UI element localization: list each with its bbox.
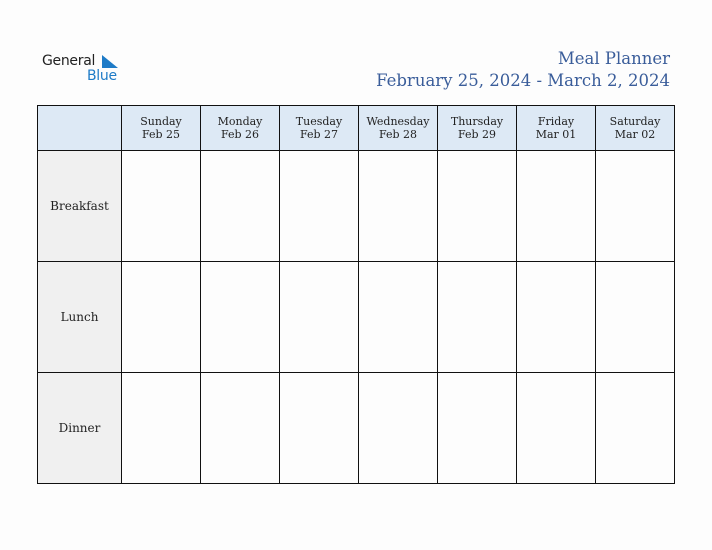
meal-cell[interactable] (122, 151, 201, 262)
day-date: Feb 28 (378, 128, 418, 141)
meal-planner-table (37, 105, 675, 484)
day-date: Feb 26 (220, 128, 260, 141)
logo-text-general: General (42, 53, 96, 69)
meal-cell[interactable] (438, 151, 517, 262)
day-header-tuesday (280, 106, 359, 151)
meal-cell[interactable] (280, 151, 359, 262)
day-name: Thursday (450, 115, 504, 128)
meal-cell[interactable] (359, 373, 438, 484)
date-range: February 25, 2024 - March 2, 2024 (376, 71, 670, 90)
day-date: Mar 01 (535, 128, 577, 141)
meal-cell[interactable] (596, 262, 675, 373)
day-header-wednesday (359, 106, 438, 151)
day-header-sunday (122, 106, 201, 151)
corner-cell (38, 106, 122, 151)
meal-cell[interactable] (201, 262, 280, 373)
day-header-monday (201, 106, 280, 151)
day-date: Feb 29 (457, 128, 497, 141)
day-name: Wednesday (366, 115, 430, 128)
meal-cell[interactable] (280, 262, 359, 373)
meal-row-breakfast (38, 151, 675, 262)
day-date: Feb 25 (141, 128, 181, 141)
day-header-saturday (596, 106, 675, 151)
day-name: Monday (217, 115, 263, 128)
meal-cell[interactable] (438, 262, 517, 373)
meal-label-breakfast: Breakfast (38, 151, 122, 262)
meal-row-dinner (38, 373, 675, 484)
meal-label-dinner: Dinner (38, 373, 122, 484)
meal-cell[interactable] (438, 373, 517, 484)
generalblue-logo (42, 53, 132, 87)
day-name: Saturday (609, 115, 661, 128)
meal-row-lunch (38, 262, 675, 373)
meal-cell[interactable] (122, 262, 201, 373)
logo-text-blue: Blue (87, 68, 117, 84)
header-row (38, 106, 675, 151)
meal-cell[interactable] (517, 262, 596, 373)
title-block (376, 48, 670, 92)
meal-cell[interactable] (596, 373, 675, 484)
day-name: Friday (537, 115, 575, 128)
meal-label-lunch: Lunch (38, 262, 122, 373)
page-title: Meal Planner (557, 49, 670, 68)
meal-cell[interactable] (201, 151, 280, 262)
meal-cell[interactable] (280, 373, 359, 484)
day-date: Feb 27 (299, 128, 339, 141)
day-date: Mar 02 (614, 128, 656, 141)
day-name: Sunday (140, 115, 182, 128)
meal-cell[interactable] (596, 151, 675, 262)
meal-cell[interactable] (122, 373, 201, 484)
meal-cell[interactable] (517, 373, 596, 484)
day-header-thursday (438, 106, 517, 151)
meal-cell[interactable] (359, 151, 438, 262)
day-header-friday (517, 106, 596, 151)
meal-cell[interactable] (201, 373, 280, 484)
day-name: Tuesday (295, 115, 343, 128)
logo-triangle-icon (102, 55, 118, 68)
meal-cell[interactable] (517, 151, 596, 262)
meal-cell[interactable] (359, 262, 438, 373)
